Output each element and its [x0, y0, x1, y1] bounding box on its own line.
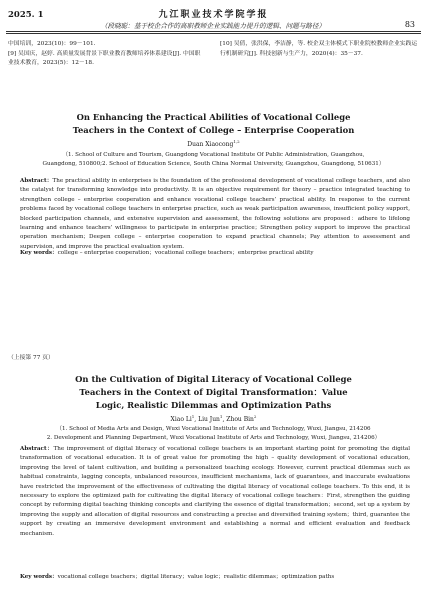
article1-author-name: Duan Xiaocong [187, 141, 234, 148]
article2-keywords [20, 573, 410, 582]
page-number: 83 [404, 20, 415, 29]
article1-author-sup: 1,2 [233, 139, 240, 144]
article1-aff-line2: Guangdong, 510800;2. School of Education Science, South China Normal University, Guangzhou, Guangdong, 510631） [42, 161, 385, 168]
article1-title-line1: On Enhancing the Practical Abilities of Vocational College [76, 112, 351, 122]
reference-item: 中国培训，2023(10)：99－101. [8, 41, 96, 47]
references-left-column [8, 40, 206, 69]
article2-aff-line1: （1. School of Media Arts and Design, Wuxi Vocational Institute of Arts and Technology, Wuxi, Jiangsu, 214206 [56, 426, 371, 432]
article1-title [10, 111, 417, 137]
article2-authors [10, 414, 417, 423]
article2-title-line2: Teachers in the Context of Digital Transformation：Value [79, 387, 348, 397]
article1-keywords [20, 249, 410, 258]
author-name: Xiao Li [170, 416, 192, 423]
issue-label: 2025. 1 [8, 10, 44, 20]
journal-title: 九江职业技术学院学报 [158, 10, 269, 20]
article1-author [10, 139, 417, 148]
author-name: , Liu Jun [194, 416, 220, 423]
article1-keywords-label: Key words： [20, 250, 58, 256]
article1-abstract-label: Abstract： [20, 178, 53, 184]
article2-keywords-label: Key words： [20, 574, 58, 580]
running-subtitle: （段晓聪：基于校企合作的高职教师企业实践能力提升的逻辑、问题与路径） [100, 22, 326, 30]
references-right-column [220, 40, 420, 59]
article1-abstract-text: The practical ability in enterprises is the foundation of the professional development of vocational college teachers, and also the catalyst for transforming knowledge into productivity. It is an objective requirement for theory – practice integrated teaching to strengthen college – enterprise cooperation and enhance vocational college teachers’ practical ability. In response to the current problems faced by vocational college teachers in enterprise practice, such as weak participation awareness, insufficient policy support, blocked participation channels, and extensive supervision and assessment, the following solutions are proposed：adhere to lifelong learning and enhance teachers’ willingness to participate in enterprise practice；Strengthen policy support to improve the practical operation mechanism；Deepen college – enterprise cooperation to expand practical channels；Pay attention to assessment and supervision, and improve the practical evaluation system. [20, 178, 410, 250]
article2-title-line3: Logic, Realistic Dilemmas and Optimization Paths [95, 400, 332, 410]
article2-title [10, 373, 417, 412]
reference-item: [10] 吴倩，张洪保，李洁静，等. 校企双主体模式下职业院校教师企业实践运行机制研究[J]. 科技创新与生产力，2020(4)：35－37. [220, 41, 418, 57]
continued-from-label: （上接第 77 页） [8, 355, 54, 361]
article2-aff-line2: 2. Development and Planning Department, Wuxi Vocational Institute of Arts and Technology, Wuxi, Jiangsu, 214206） [46, 435, 381, 442]
author-name: , Zhou Bin [222, 416, 254, 423]
article2-abstract-text: The improvement of digital literacy of vocational college teachers is an important starting point for promoting the digital transformation of vocational education. It is of great value for promoting the high – quality development of vocational education, improving the level of talent cultivation, and building a personalized teaching ecology. However, current practical dilemmas such as habitual constraints, lagging concepts, unbalanced resources, insufficient mechanisms, lack of guarantees, and inaccurate evaluations have restricted the improvement of the effectiveness of cultivating the digital literacy of vocational college teachers. To this end, it is necessary to explore the optimized path for cultivating the digital literacy of vocational college teachers：First, strengthen the guiding concept by reforming digital teaching thinking concepts and clarifying the essence of digital transformation；second, set up a system by improving the supply and allocation of digital resources and constructing a precise and diversified training system；third, guarantee the support by creating an immersive development environment and establishing a normal and efficient evaluation and feedback mechanism. [20, 446, 411, 537]
article2-title-line1: On the Cultivation of Digital Literacy of Vocational College [75, 374, 352, 384]
header-rule-thin [6, 33, 421, 34]
article1-title-line2: Teachers in the Context of College – Enterprise Cooperation [72, 125, 355, 135]
article1-aff-line1: （1. School of Culture and Tourism, Guangdong Vocational Institute Of Public Administration, Guangzhou, [62, 152, 365, 158]
author-sup: 1 [219, 414, 223, 419]
article2-abstract-label: Abstract： [20, 446, 54, 452]
article1-keywords-text: college – enterprise cooperation；vocational college teachers；enterprise practical ability [57, 250, 314, 256]
article2-keywords-text: vocational college teachers；digital literacy；value logic；realistic dilemmas；optimization paths [57, 574, 335, 580]
author-sup: 1 [191, 414, 195, 419]
article2-abstract [20, 445, 410, 539]
reference-item: [9] 吴国庆，赵婷. 高质量发展背景下职业教育教师培养体系建设[J]. 中国职业技术教育，2023(5)：12－18. [8, 50, 201, 66]
article1-abstract [20, 177, 410, 252]
article2-affiliation [16, 425, 411, 443]
header-rule [6, 31, 421, 32]
article1-affiliation [16, 151, 411, 169]
author-sup: 2 [253, 414, 257, 419]
